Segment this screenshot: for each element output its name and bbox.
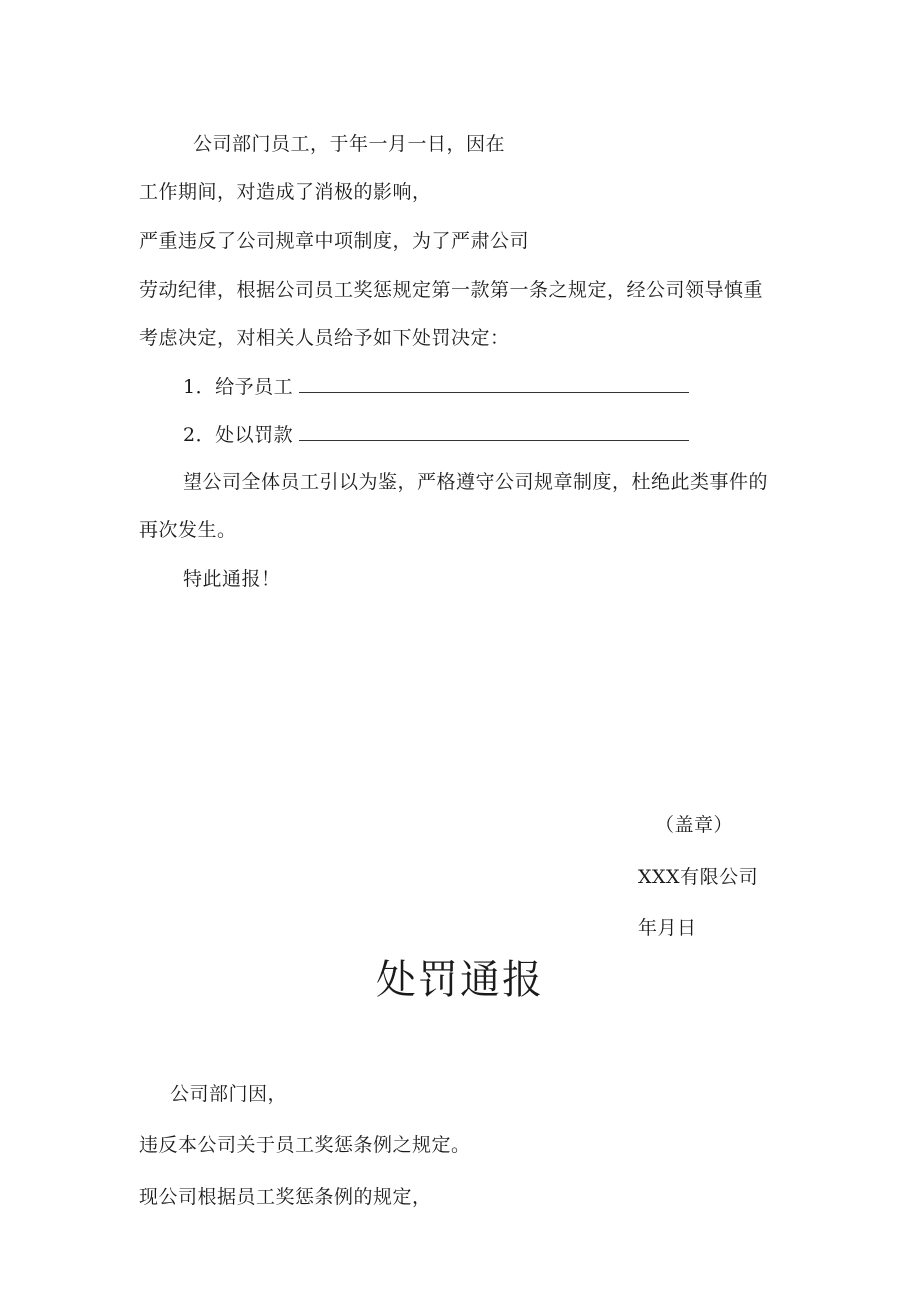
notice1-para1-line2: 工作期间，对造成了消极的影响， [139, 181, 432, 203]
notice1-item-2 [183, 422, 689, 447]
notice2-title: 处罚通报 [376, 957, 544, 1003]
notice1-closing: 特此通报！ [183, 568, 281, 590]
notice1-para2-line2: 再次发生。 [139, 519, 237, 541]
notice1-para1-line1: 公司部门员工，于年一月一日，因在 [193, 133, 506, 155]
notice1-seal: （盖章） [655, 814, 734, 836]
notice1-item-2-label: 2．处以罚款 [183, 424, 294, 446]
notice1-item-2-blank[interactable] [299, 422, 689, 441]
notice2-line3: 现公司根据员工奖惩条例的规定， [139, 1186, 432, 1208]
notice1-para2-line1: 望公司全体员工引以为鉴，严格遵守公司规章制度，杜绝此类事件的 [183, 471, 769, 493]
notice1-para1-line4: 劳动纪律，根据公司员工奖惩规定第一款第一条之规定，经公司领导慎重 [139, 279, 764, 301]
notice2-line1: 公司部门因， [170, 1083, 288, 1105]
notice1-company: XXX有限公司 [638, 866, 759, 888]
notice1-date: 年月日 [638, 917, 697, 939]
notice1-item-1-label: 1．给予员工 [183, 376, 294, 398]
notice2-line2: 违反本公司关于员工奖惩条例之规定。 [139, 1134, 471, 1156]
notice1-para1-line3: 严重违反了公司规章中项制度，为了严肃公司 [139, 230, 530, 252]
notice1-item-1-blank[interactable] [299, 374, 689, 393]
notice1-para1-line5: 考虑决定，对相关人员给予如下处罚决定： [139, 327, 510, 349]
notice1-item-1 [183, 374, 689, 399]
